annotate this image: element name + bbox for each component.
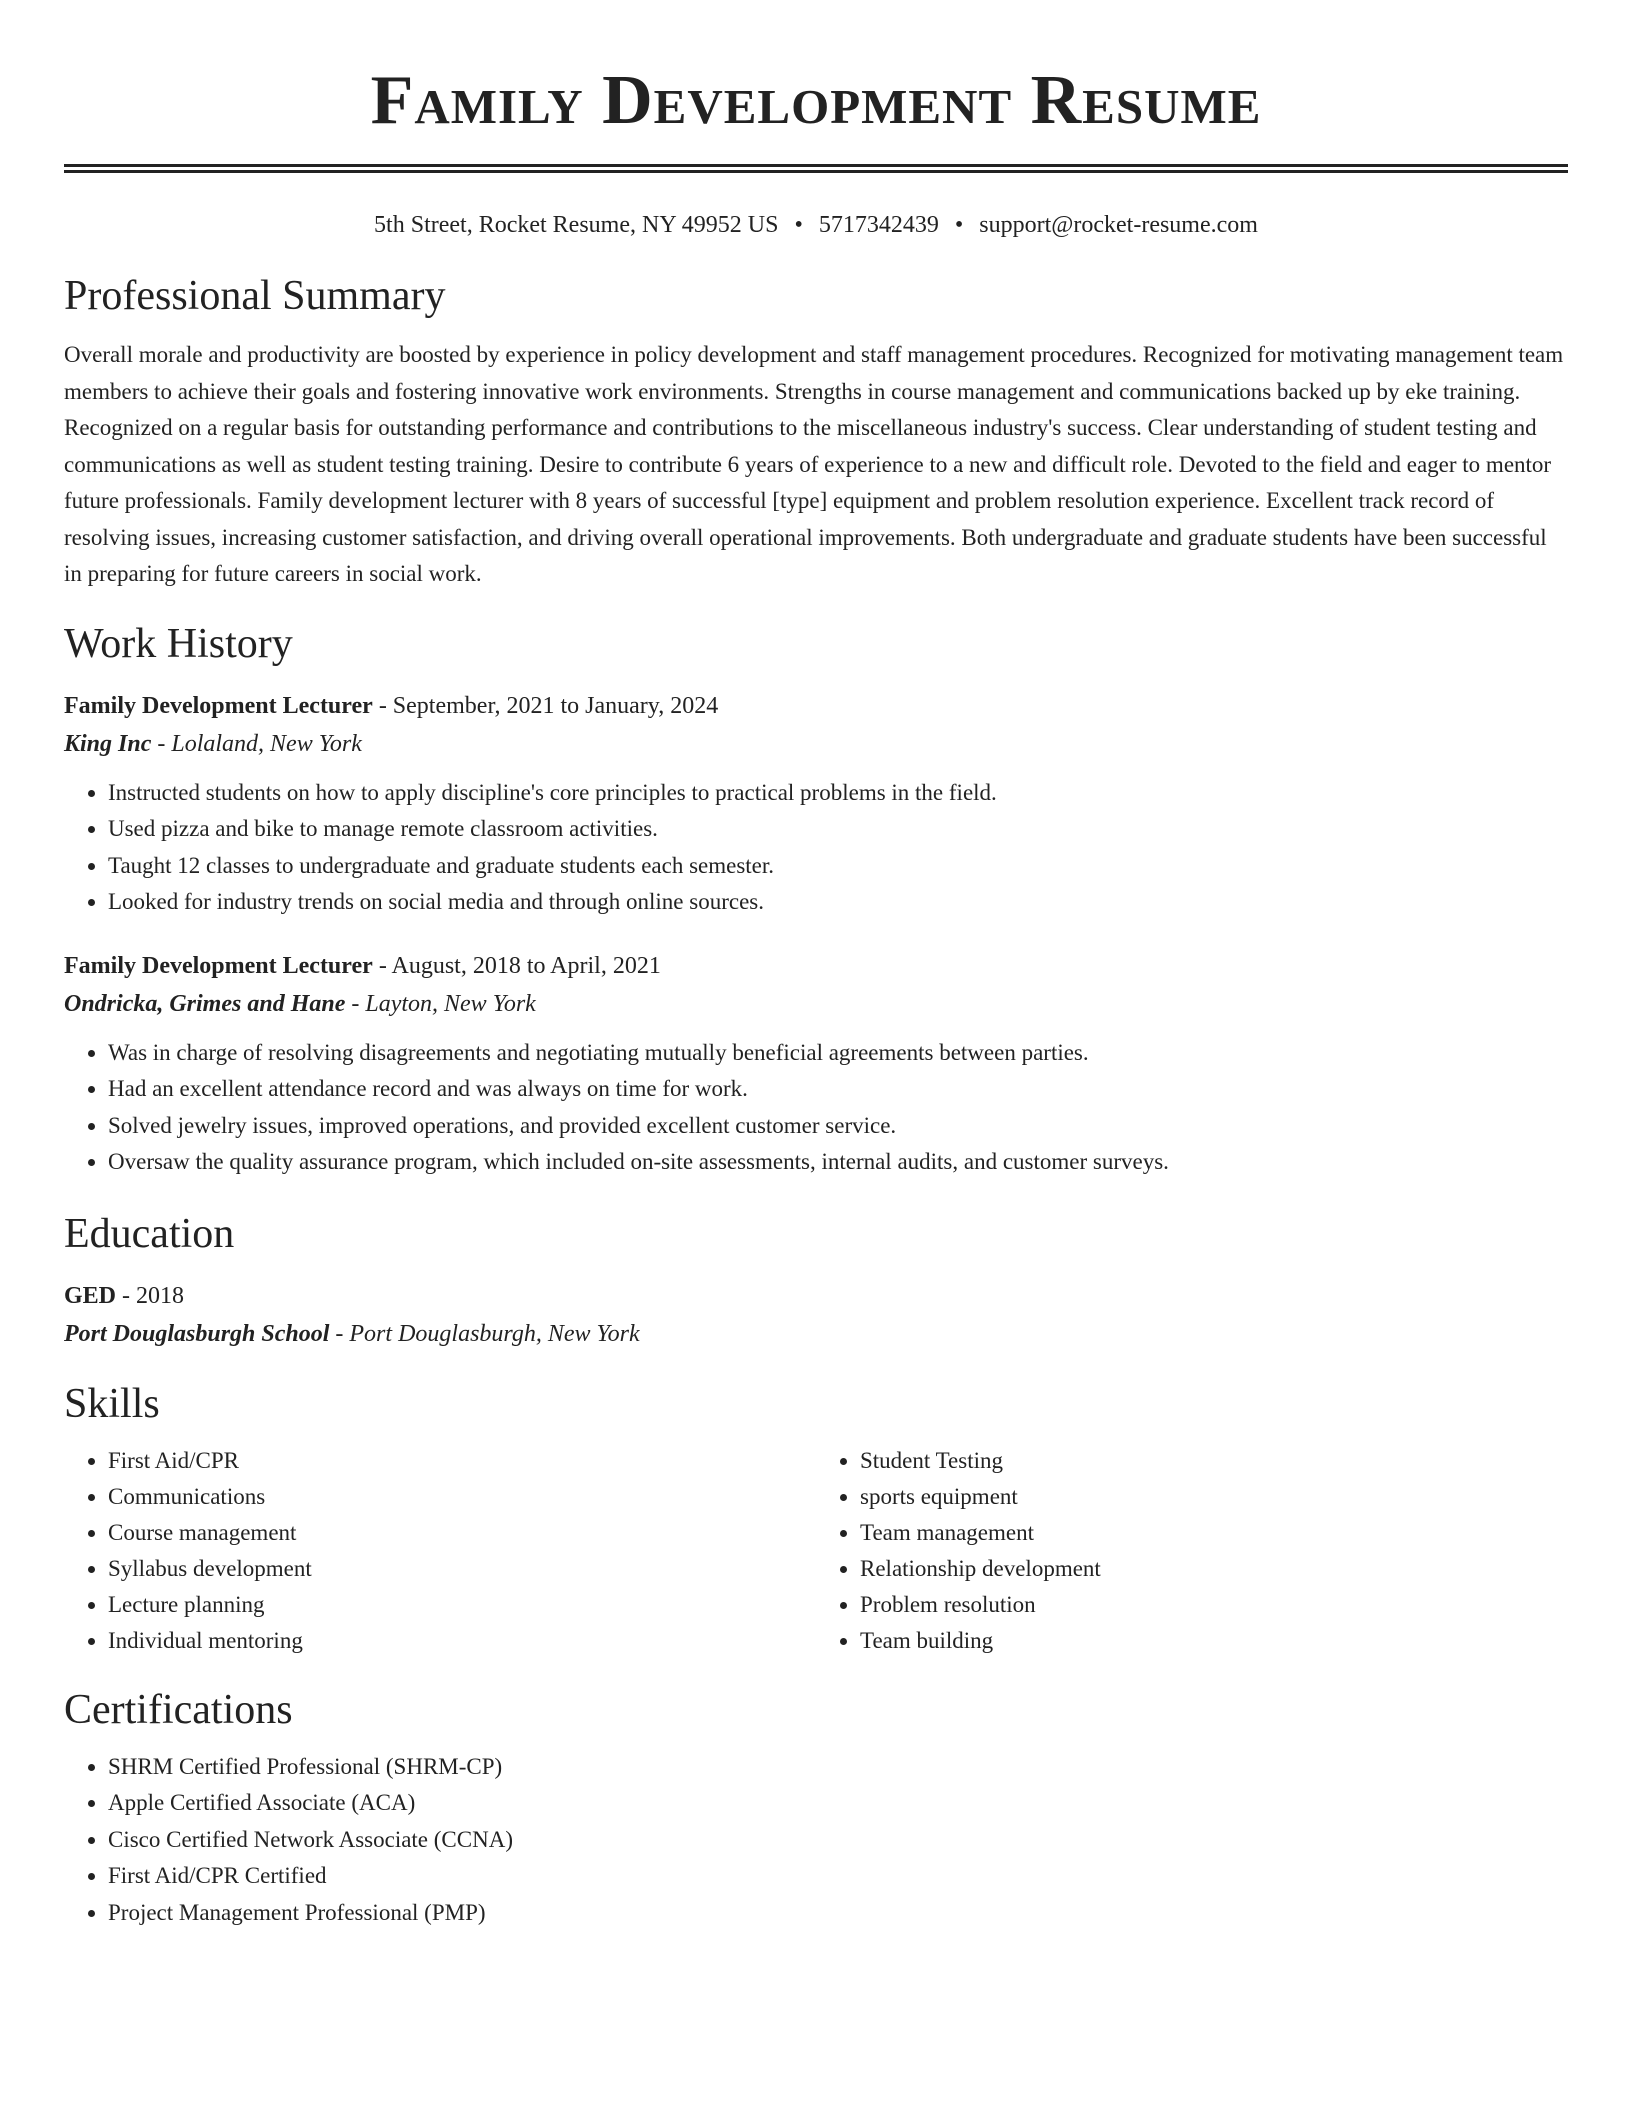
school-line — [64, 1315, 1568, 1353]
certification-item: • Apple Certified Associate (ACA) — [108, 1785, 1568, 1822]
skill-item: • Individual mentoring — [108, 1623, 816, 1659]
school-name: Port Douglasburgh School — [64, 1320, 330, 1347]
skills-grid — [64, 1443, 1568, 1659]
degree-line — [64, 1277, 1568, 1315]
skill-item: • Relationship development — [860, 1551, 1568, 1587]
skills-column-right — [816, 1443, 1568, 1659]
job-bullets — [64, 1035, 1568, 1181]
job-title: Family Development Lecturer — [64, 692, 373, 719]
education-entry — [64, 1277, 1568, 1353]
job-title-line — [64, 687, 1568, 725]
job-dates: - September, 2021 to January, 2024 — [372, 692, 719, 719]
job-bullet: • Oversaw the quality assurance program, which included on-site assessments, internal audits, and customer surveys. — [108, 1144, 1568, 1181]
employer-location: - Layton, New York — [345, 990, 536, 1017]
skill-item: • sports equipment — [860, 1479, 1568, 1515]
degree: GED — [64, 1282, 117, 1309]
certification-item: • Project Management Professional (PMP) — [108, 1895, 1568, 1932]
skill-item: • Problem resolution — [860, 1587, 1568, 1623]
contact-phone: 5717342439 — [818, 212, 939, 238]
contact-separator: • — [954, 212, 964, 238]
skill-item: • Syllabus development — [108, 1551, 816, 1587]
job-bullets — [64, 775, 1568, 921]
job-bullet: • Solved jewelry issues, improved operations, and provided excellent customer service. — [108, 1108, 1568, 1145]
employer-line — [64, 985, 1568, 1023]
school-location: - Port Douglasburgh, New York — [329, 1320, 640, 1347]
certification-item: • Cisco Certified Network Associate (CCNA) — [108, 1822, 1568, 1859]
contact-line — [64, 209, 1568, 241]
skill-item: • Team building — [860, 1623, 1568, 1659]
skills-column-left — [64, 1443, 816, 1659]
employer-location: - Lolaland, New York — [151, 730, 362, 757]
job-bullet: • Was in charge of resolving disagreements and negotiating mutually beneficial agreements between parties. — [108, 1035, 1568, 1072]
job-bullet: • Used pizza and bike to manage remote classroom activities. — [108, 811, 1568, 848]
skill-item: • First Aid/CPR — [108, 1443, 816, 1479]
employer-name: Ondricka, Grimes and Hane — [64, 990, 346, 1017]
job-bullet: • Had an excellent attendance record and was always on time for work. — [108, 1071, 1568, 1108]
job-bullet: • Instructed students on how to apply discipline's core principles to practical problems in the field. — [108, 775, 1568, 812]
skill-item: • Course management — [108, 1515, 816, 1551]
resume-title: Family Development Resume — [370, 62, 1262, 139]
job-title-line — [64, 947, 1568, 985]
contact-address: 5th Street, Rocket Resume, NY 49952 US — [374, 212, 779, 238]
job-entry — [64, 947, 1568, 1181]
certification-item: • SHRM Certified Professional (SHRM-CP) — [108, 1749, 1568, 1786]
skill-item: • Lecture planning — [108, 1587, 816, 1623]
certification-item: • First Aid/CPR Certified — [108, 1858, 1568, 1895]
employer-line — [64, 725, 1568, 763]
contact-separator: • — [794, 212, 803, 238]
work-history-heading: Work History — [64, 620, 293, 667]
job-bullet: • Taught 12 classes to undergraduate and graduate students each semester. — [108, 848, 1568, 885]
job-entry — [64, 687, 1568, 921]
employer-name: King Inc — [64, 730, 152, 757]
summary-heading: Professional Summary — [64, 273, 446, 319]
skills-heading: Skills — [64, 1380, 160, 1427]
certifications-heading: Certifications — [64, 1686, 293, 1733]
skill-item: • Student Testing — [860, 1443, 1568, 1479]
skill-item: • Team management — [860, 1515, 1568, 1551]
education-heading: Education — [64, 1210, 235, 1257]
title-divider — [64, 164, 1568, 173]
contact-email: support@rocket-resume.com — [979, 212, 1258, 238]
degree-year: - 2018 — [116, 1282, 185, 1309]
certifications-list — [64, 1749, 1568, 1932]
skill-item: • Communications — [108, 1479, 816, 1515]
summary-text: Overall morale and productivity are boosted by experience in policy development and staff management procedures. Recognized for motivating management team members to achieve their goals and fostering innovative work environments. Strengths in course management and communications backed up by eke training. Recognized on a regular basis for outstanding performance and contributions to the miscellaneous industry's success. Clear understanding of student testing and communications as well as student testing training. Desire to contribute 6 years of experience to a new and difficult role. Devoted to the field and eager to mentor future professionals. Family development lecturer with 8 years of successful [type] equipment and problem resolution experience. Excellent track record of resolving issues, increasing customer satisfaction, and driving overall operational improvements. Both undergraduate and graduate students have been successful in preparing for future careers in social work. — [64, 342, 1564, 586]
job-bullet: • Looked for industry trends on social media and through online sources. — [108, 884, 1568, 921]
job-title: Family Development Lecturer — [64, 952, 373, 979]
job-dates: - August, 2018 to April, 2021 — [372, 952, 661, 979]
